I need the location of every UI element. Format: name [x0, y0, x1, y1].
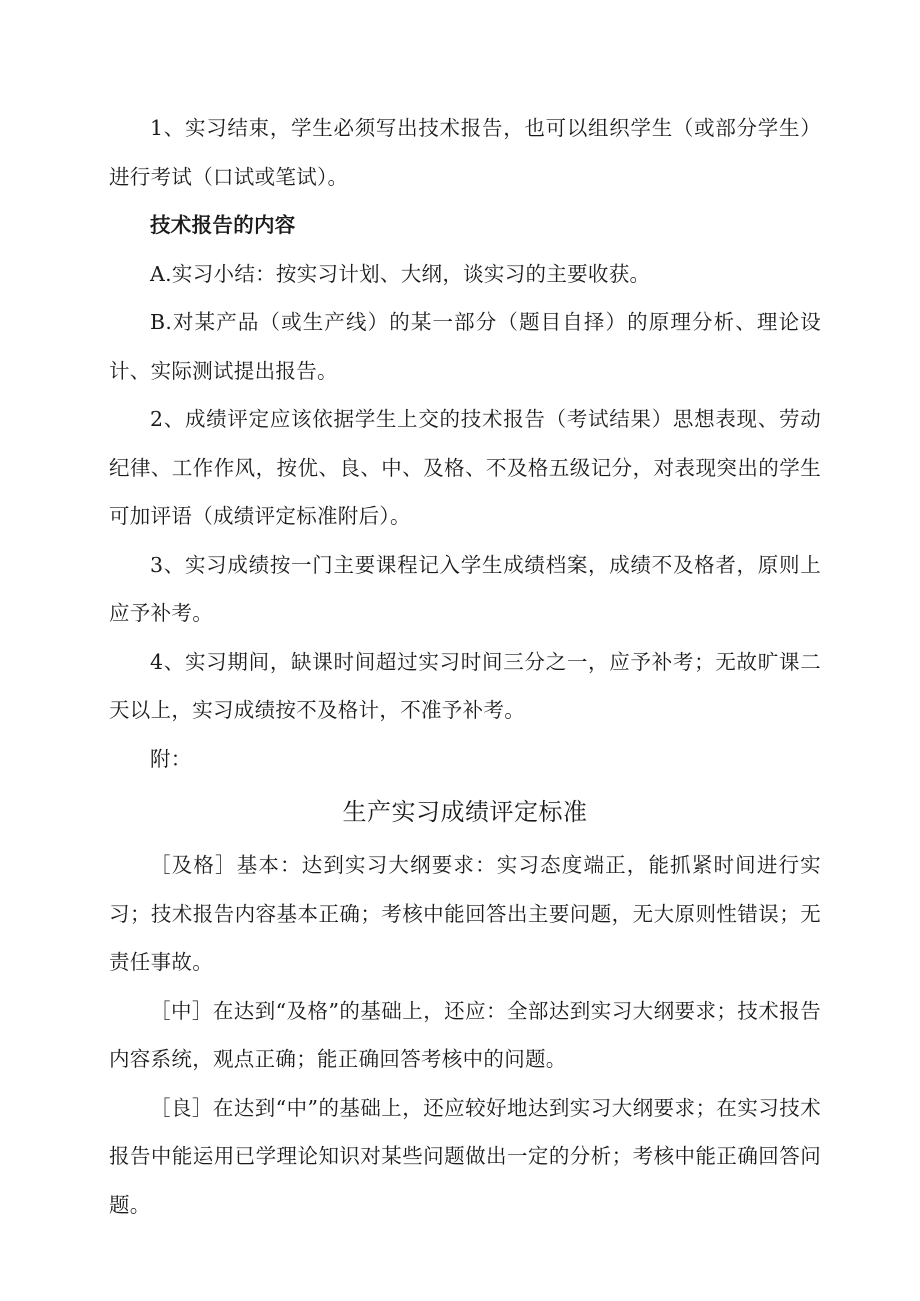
paragraph-1: 1、实习结束，学生必须写出技术报告，也可以组织学生（或部分学生）进行考试（口试或笔试）。 [109, 116, 821, 189]
grade-good-paragraph: ［良］在达到“中”的基础上，还应较好地达到实习大纲要求；在实习技术报告中能运用已学理论知识对某些问题做出一定的分析；考核中能正确回答问题。 [109, 1095, 821, 1217]
paragraph-3: 3、实习成绩按一门主要课程记入学生成绩档案，成绩不及格者，原则上应予补考。 [109, 552, 821, 625]
paragraph-2: 2、成绩评定应该依据学生上交的技术报告（考试结果）思想表现、劳动纪律、工作作风，按优、良、中、及格、不及格五级记分，对表现突出的学生可加评语（成绩评定标准附后）。 [109, 407, 821, 528]
document-body [109, 104, 821, 1229]
grade-pass-paragraph: ［及格］基本：达到实习大纲要求：实习态度端正，能抓紧时间进行实习；技术报告内容基本正确；考核中能回答出主要问题，无大原则性错误；无责任事故。 [109, 853, 821, 974]
paragraph-4: 4、实习期间，缺课时间超过实习时间三分之一，应予补考；无故旷课二天以上，实习成绩按不及格计，不准予补考。 [109, 649, 821, 722]
paragraph-b: B.对某产品（或生产线）的某一部分（题目自择）的原理分析、理论设计、实际测试提出报告。 [109, 310, 821, 383]
appendix-label: 附： [150, 746, 192, 771]
section-heading-report-content: 技术报告的内容 [150, 213, 296, 237]
standard-title: 生产实习成绩评定标准 [342, 798, 588, 826]
paragraph-a: A.实习小结：按实习计划、大纲，谈实习的主要收获。 [150, 261, 651, 286]
grade-medium-paragraph: ［中］在达到“及格”的基础上，还应：全部达到实习大纲要求；技术报告内容系统，观点正确；能正确回答考核中的问题。 [109, 998, 821, 1071]
